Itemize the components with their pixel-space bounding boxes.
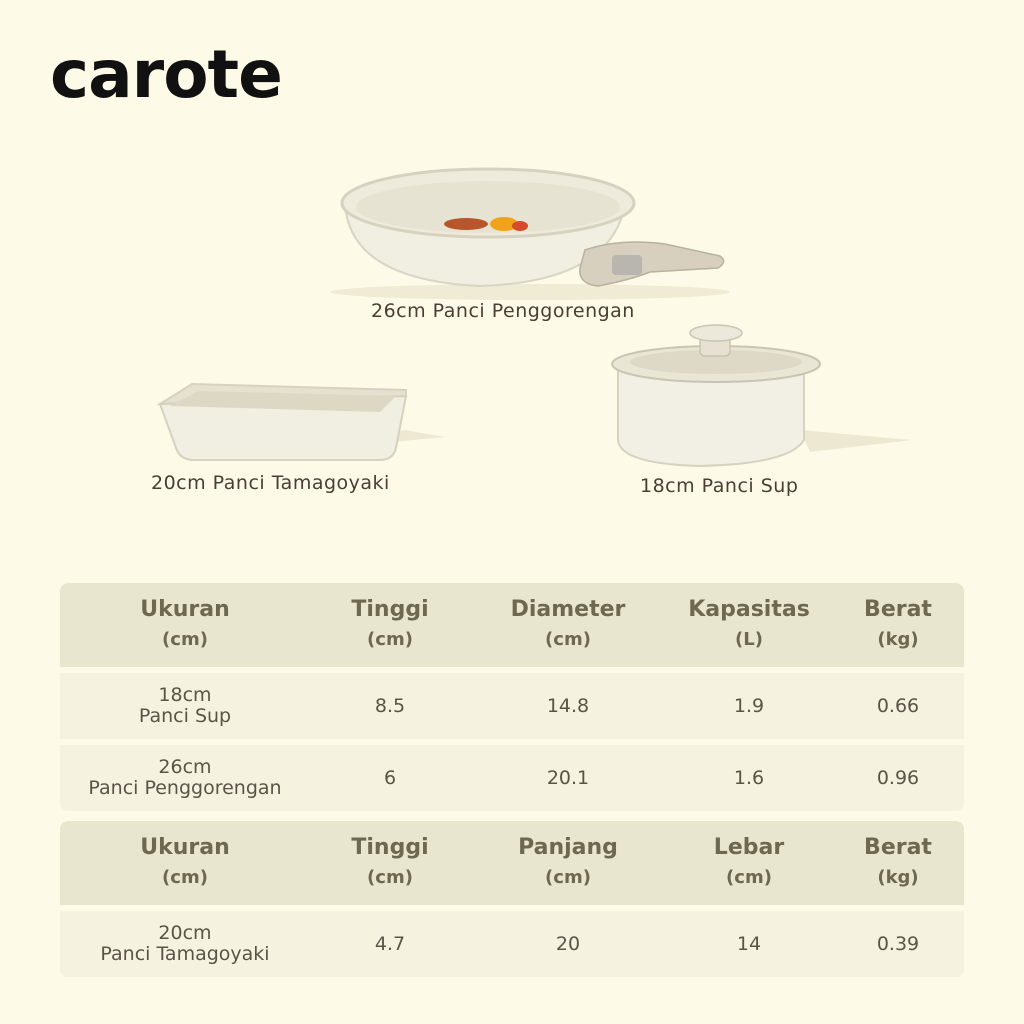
cell-diameter: 20.1 bbox=[546, 767, 590, 789]
cell-diameter: 14.8 bbox=[546, 695, 590, 717]
header-berat: Berat (kg) bbox=[864, 835, 932, 888]
cell-panjang: 20 bbox=[555, 933, 581, 955]
cell-tinggi: 8.5 bbox=[374, 695, 406, 717]
frying-pan-caption: 26cm Panci Penggorengan bbox=[371, 300, 635, 322]
header-ukuran: Ukuran (cm) bbox=[140, 597, 230, 650]
table-header-row bbox=[60, 583, 964, 667]
brand-logo: carote bbox=[50, 36, 282, 113]
soup-pot-caption: 18cm Panci Sup bbox=[640, 475, 799, 497]
tamagoyaki-pan-caption: 20cm Panci Tamagoyaki bbox=[151, 472, 390, 494]
spec-table-rectangular bbox=[60, 821, 964, 977]
table-row bbox=[60, 673, 964, 739]
header-diameter: Diameter (cm) bbox=[510, 597, 626, 650]
cell-berat: 0.39 bbox=[876, 933, 920, 955]
cell-berat: 0.66 bbox=[876, 695, 920, 717]
header-tinggi: Tinggi (cm) bbox=[351, 835, 429, 888]
spec-table-round bbox=[60, 583, 964, 811]
soup-pot-image bbox=[0, 0, 1024, 480]
header-panjang: Panjang (cm) bbox=[518, 835, 618, 888]
header-lebar: Lebar (cm) bbox=[713, 835, 785, 888]
header-ukuran: Ukuran (cm) bbox=[140, 835, 230, 888]
table-row bbox=[60, 911, 964, 977]
cell-berat: 0.96 bbox=[876, 767, 920, 789]
table-row bbox=[60, 745, 964, 811]
header-tinggi: Tinggi (cm) bbox=[351, 597, 429, 650]
header-berat: Berat (kg) bbox=[864, 597, 932, 650]
cell-kapasitas: 1.6 bbox=[733, 767, 765, 789]
cell-ukuran: 20cm Panci Tamagoyaki bbox=[100, 922, 270, 965]
cell-kapasitas: 1.9 bbox=[733, 695, 765, 717]
cell-lebar: 14 bbox=[736, 933, 762, 955]
cell-ukuran: 26cm Panci Penggorengan bbox=[88, 756, 282, 799]
cell-tinggi: 6 bbox=[383, 767, 397, 789]
cell-tinggi: 4.7 bbox=[374, 933, 406, 955]
table-header-row bbox=[60, 821, 964, 905]
cell-ukuran: 18cm Panci Sup bbox=[138, 684, 232, 727]
header-kapasitas: Kapasitas (L) bbox=[688, 597, 810, 650]
